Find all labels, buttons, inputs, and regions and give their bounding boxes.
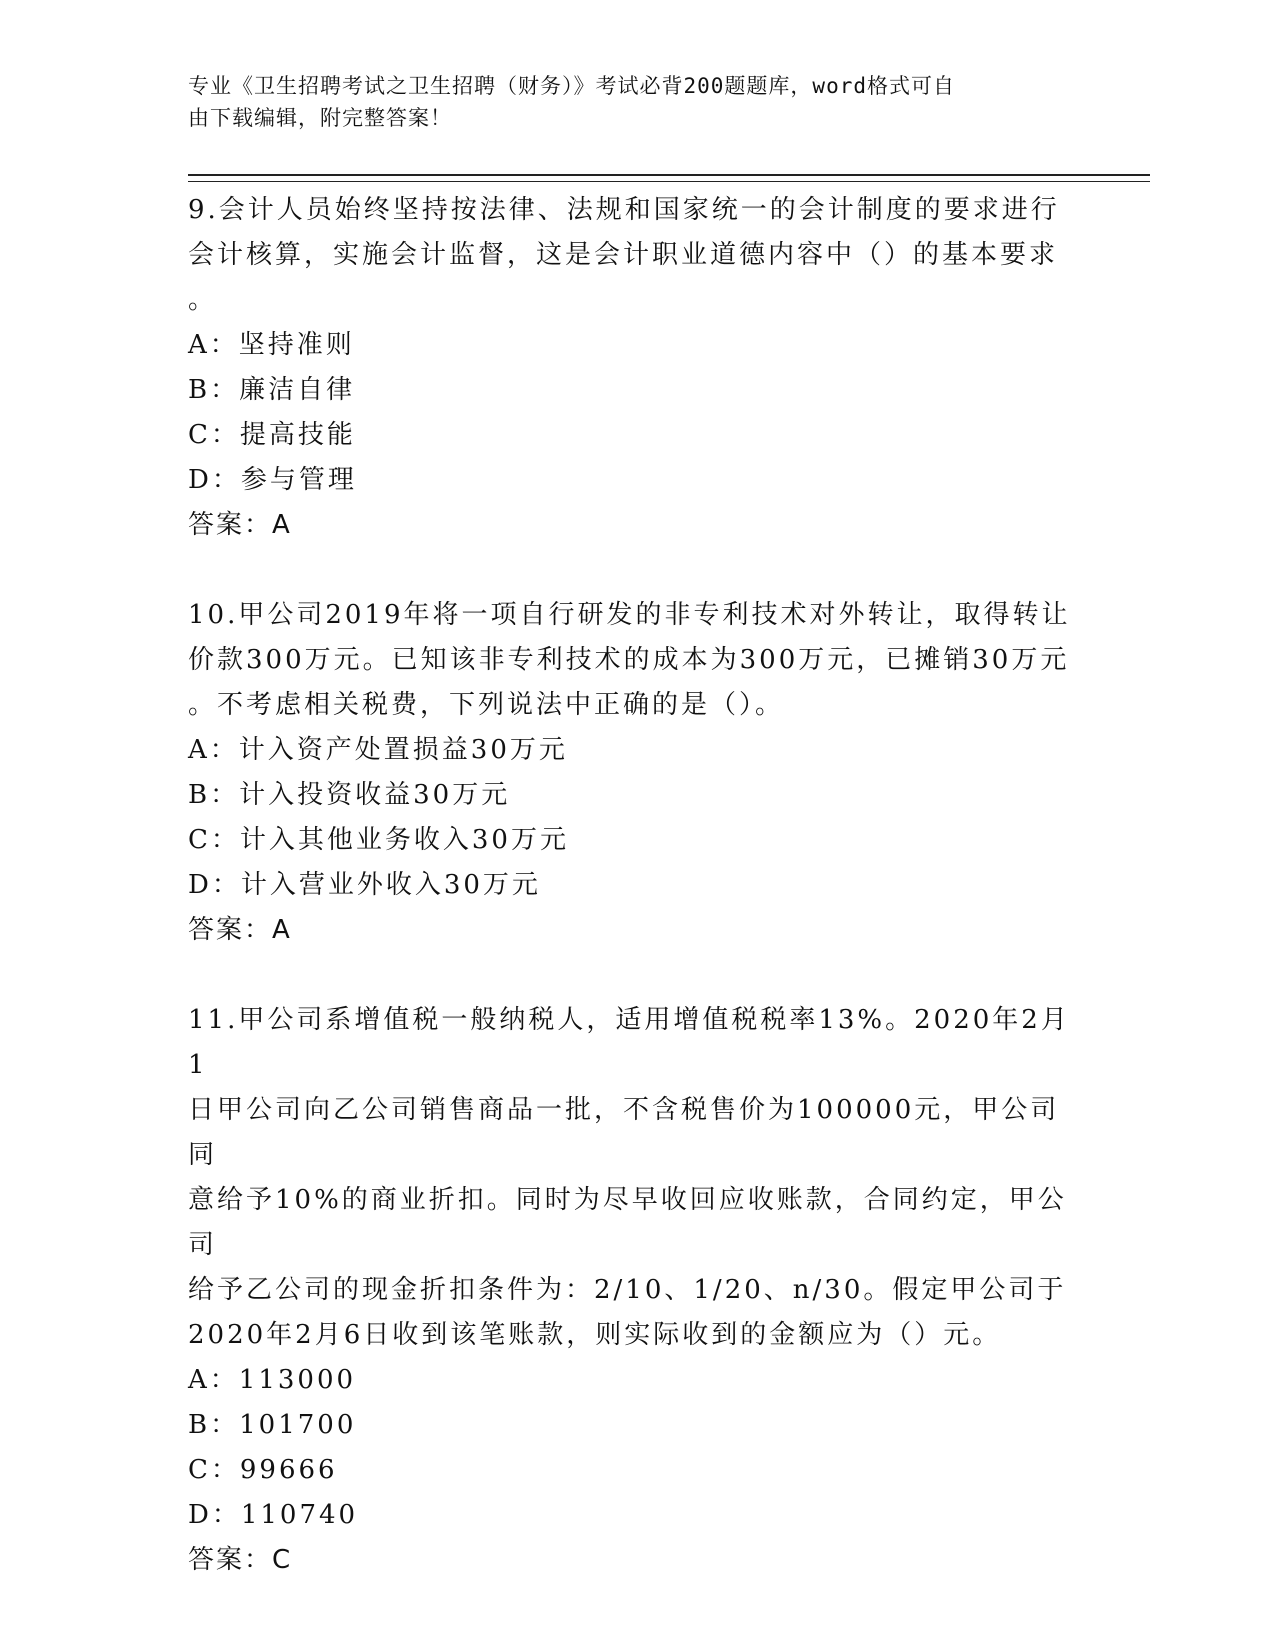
question-stem-line: 。不考虑相关税费，下列说法中正确的是（）。: [188, 690, 785, 720]
question-stem-line: 价款300万元。已知该非专利技术的成本为300万元，已摊销30万元: [188, 645, 1070, 675]
option-b: B：廉洁自律: [188, 375, 356, 405]
question-stem-line: 2020年2月6日收到该笔账款，则实际收到的金额应为（）元。: [188, 1320, 1002, 1350]
option-d: D：参与管理: [188, 465, 357, 495]
question-spacer: [188, 953, 1088, 998]
option-d: D：计入营业外收入30万元: [188, 870, 541, 900]
document-header: [188, 70, 1068, 134]
header-line-1: 专业《卫生招聘考试之卫生招聘（财务）》考试必背200题题库，word格式可自: [188, 74, 955, 98]
question-stem-line: 意给予10%的商业折扣。同时为尽早收回应收账款，合同约定，甲公司: [188, 1185, 1067, 1260]
answer-label: 答案：A: [188, 915, 292, 945]
question-stem-line: 会计核算，实施会计监督，这是会计职业道德内容中（）的基本要求: [188, 240, 1059, 270]
option-b: B：计入投资收益30万元: [188, 780, 511, 810]
question-spacer: [188, 548, 1088, 593]
option-c: C：计入其他业务收入30万元: [188, 825, 569, 855]
question-stem-line: 日甲公司向乙公司销售商品一批，不含税售价为100000元，甲公司同: [188, 1095, 1060, 1170]
question-9: [188, 188, 1088, 548]
question-stem-line: 给予乙公司的现金折扣条件为：2/10、1/20、n/30。假定甲公司于: [188, 1275, 1067, 1305]
header-line-2: 由下载编辑，附完整答案！: [188, 106, 452, 130]
option-d: D：110740: [188, 1500, 359, 1530]
header-divider-thin: [188, 181, 1150, 182]
answer-label: 答案：C: [188, 1545, 293, 1575]
option-a: A：计入资产处置损益30万元: [188, 735, 568, 765]
question-stem-line: 9.会计人员始终坚持按法律、法规和国家统一的会计制度的要求进行: [188, 195, 1060, 225]
option-a: A：坚持准则: [188, 330, 355, 360]
question-list: [188, 188, 1088, 1583]
question-11: [188, 998, 1088, 1583]
header-divider-thick: [188, 174, 1150, 176]
question-10: [188, 593, 1088, 953]
option-a: A：113000: [188, 1365, 357, 1395]
option-c: C：99666: [188, 1455, 338, 1485]
option-b: B：101700: [188, 1410, 357, 1440]
answer-label: 答案：A: [188, 510, 292, 540]
option-c: C：提高技能: [188, 420, 356, 450]
question-stem-line: 11.甲公司系增值税一般纳税人，适用增值税税率13%。2020年2月1: [188, 1005, 1070, 1080]
question-stem-line: 10.甲公司2019年将一项自行研发的非专利技术对外转让，取得转让: [188, 600, 1071, 630]
question-stem-line: 。: [188, 285, 218, 315]
